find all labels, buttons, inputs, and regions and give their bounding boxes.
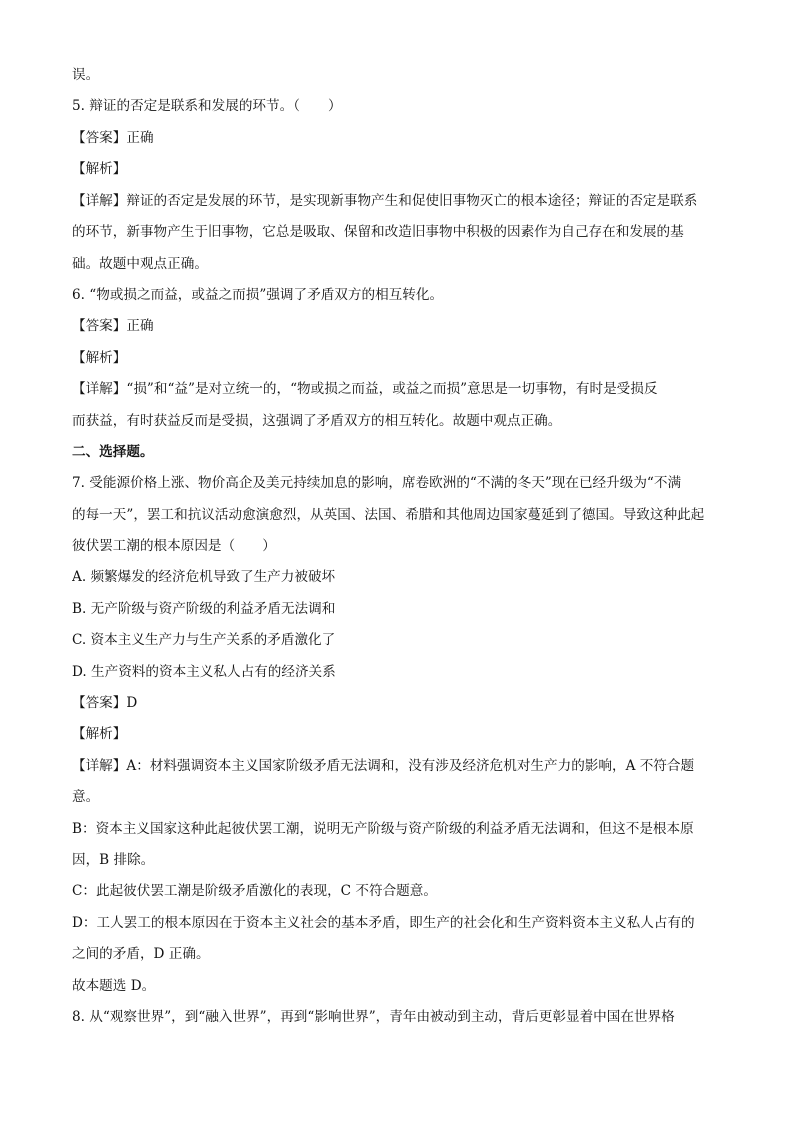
answer-value: 正确 — [126, 130, 154, 146]
q7-detail-line-6: D：工人罢工的根本原因在于资本主义社会的基本矛盾，即生产的社会化和生产资料资本主义私人占有的 — [72, 915, 695, 931]
detail-text: A：材料强调资本主义国家阶级矛盾无法调和，没有涉及经济危机对生产力的影响，A 不符合题 — [126, 758, 695, 774]
q6-analysis-tag: 【解析】 — [72, 350, 127, 366]
q7-detail-line-5: C：此起彼伏罢工潮是阶级矛盾激化的表现，C 不符合题意。 — [72, 883, 437, 899]
q5-detail-line-2: 的环节，新事物产生于旧事物，它总是吸取、保留和改造旧事物中积极的因素作为自己存在和发展的基 — [72, 224, 684, 240]
q7-detail-line-8: 故本题选 D。 — [72, 978, 156, 994]
q6-answer — [72, 317, 732, 335]
answer-value: 正确 — [126, 318, 154, 334]
q5-stem-text: 5. 辩证的否定是联系和发展的环节。（ — [72, 98, 300, 114]
q5-stem-close: ） — [328, 98, 342, 114]
detail-tag: 【详解】 — [72, 758, 127, 774]
q7-option-d: D. 生产资料的资本主义私人占有的经济关系 — [72, 664, 336, 680]
q7-stem-line-2: 的每一天”，罢工和抗议活动愈演愈烈，从英国、法国、希腊和其他周边国家蔓延到了德国。导致这种此起 — [72, 507, 705, 523]
detail-tag: 【详解】 — [72, 193, 127, 209]
q7-option-b: B. 无产阶级与资产阶级的利益矛盾无法调和 — [72, 601, 336, 617]
q7-analysis-tag: 【解析】 — [72, 726, 127, 742]
q7-answer — [72, 694, 732, 712]
answer-value: D — [126, 695, 138, 711]
q5-detail-line-3: 础。故题中观点正确。 — [72, 256, 208, 272]
q7-detail-line-4: 因，B 排除。 — [72, 852, 155, 868]
detail-tag: 【详解】 — [72, 381, 127, 397]
answer-tag: 【答案】 — [72, 130, 127, 146]
q7-stem-line-1: 7. 受能源价格上涨、物价高企及美元持续加息的影响，席卷欧洲的“不满的冬天”现在已经升级为“不满 — [72, 475, 682, 491]
q6-detail-line-2: 而获益，有时获益反而是受损，这强调了矛盾双方的相互转化。故题中观点正确。 — [72, 413, 562, 429]
q5-analysis-tag: 【解析】 — [72, 161, 127, 177]
q6-stem: 6. “物或损之而益，或益之而损”强调了矛盾双方的相互转化。 — [72, 287, 444, 303]
q6-detail-line-1 — [72, 380, 732, 398]
q5-answer — [72, 129, 732, 147]
detail-text: “损”和“益”是对立统一的，“物或损之而益，或益之而损”意思是一切事物，有时是受损反 — [126, 381, 658, 397]
q7-stem-line-3: 彼伏罢工潮的根本原因是（ ） — [72, 538, 276, 554]
detail-text: 辩证的否定是发展的环节，是实现新事物产生和促使旧事物灭亡的根本途径；辩证的否定是联系 — [126, 193, 698, 209]
q5-detail-line-1 — [72, 192, 732, 210]
q7-option-c: C. 资本主义生产力与生产关系的矛盾激化了 — [72, 632, 336, 648]
answer-tag: 【答案】 — [72, 695, 127, 711]
q5-stem — [72, 97, 732, 115]
q8-stem: 8. 从“观察世界”，到“融入世界”，再到“影响世界”，青年由被动到主动，背后更彰显着中国在世界格 — [72, 1009, 675, 1025]
q7-detail-line-7: 之间的矛盾，D 正确。 — [72, 946, 210, 962]
section-title: 二、选择题。 — [72, 444, 154, 460]
answer-tag: 【答案】 — [72, 318, 127, 334]
q7-detail-line-1 — [72, 757, 732, 775]
q7-option-a: A. 频繁爆发的经济危机导致了生产力被破坏 — [72, 569, 336, 585]
q7-detail-line-2: 意。 — [72, 789, 100, 805]
q7-detail-line-3: B：资本主义国家这种此起彼伏罢工潮，说明无产阶级与资产阶级的利益矛盾无法调和，但这不是根本原 — [72, 821, 694, 837]
q4-tail: 误。 — [72, 67, 100, 83]
